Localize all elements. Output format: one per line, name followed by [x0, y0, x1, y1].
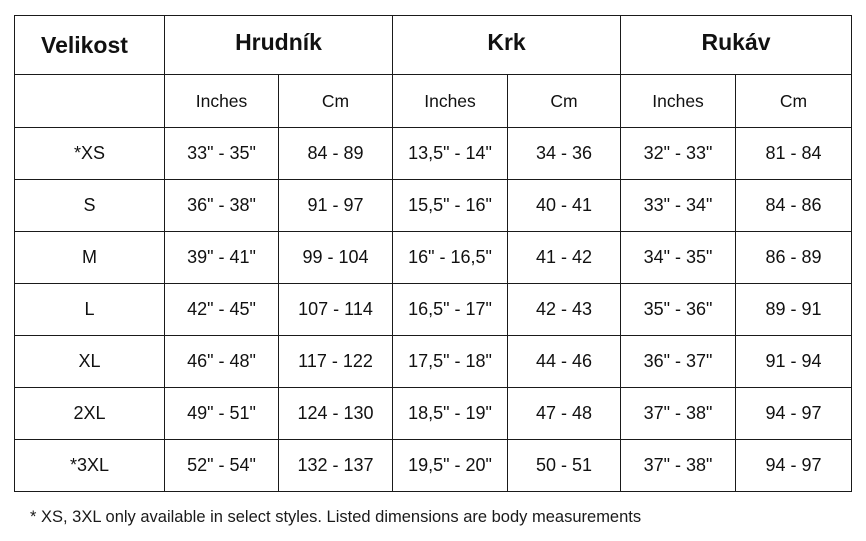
neck-cm-cell: 44 - 46 — [508, 336, 621, 388]
sleeve-inches-cell: 32" - 33" — [621, 128, 736, 180]
unit-header-empty — [15, 75, 165, 128]
chest-inches-cell: 49" - 51" — [165, 388, 279, 440]
table-row — [15, 336, 852, 388]
size-cell: XL — [15, 336, 165, 388]
size-rows — [15, 128, 852, 492]
chest-inches-header: Inches — [165, 75, 279, 128]
group-header-row — [15, 16, 852, 75]
size-chart-table — [14, 15, 852, 492]
sleeve-cm-cell: 91 - 94 — [736, 336, 852, 388]
chest-cm-cell: 99 - 104 — [279, 232, 393, 284]
neck-cm-cell: 34 - 36 — [508, 128, 621, 180]
neck-inches-header: Inches — [393, 75, 508, 128]
table-row — [15, 232, 852, 284]
sleeve-inches-cell: 37" - 38" — [621, 440, 736, 492]
neck-cm-cell: 40 - 41 — [508, 180, 621, 232]
sleeve-cm-cell: 86 - 89 — [736, 232, 852, 284]
size-cell: *XS — [15, 128, 165, 180]
chest-cm-cell: 91 - 97 — [279, 180, 393, 232]
neck-inches-cell: 16,5" - 17" — [393, 284, 508, 336]
neck-inches-cell: 17,5" - 18" — [393, 336, 508, 388]
neck-cm-cell: 50 - 51 — [508, 440, 621, 492]
sleeve-group-header: Rukáv — [621, 16, 852, 75]
chest-cm-cell: 117 - 122 — [279, 336, 393, 388]
neck-cm-header: Cm — [508, 75, 621, 128]
neck-group-header: Krk — [393, 16, 621, 75]
sleeve-cm-cell: 94 - 97 — [736, 440, 852, 492]
table-row — [15, 128, 852, 180]
sleeve-cm-cell: 84 - 86 — [736, 180, 852, 232]
chest-cm-cell: 124 - 130 — [279, 388, 393, 440]
neck-inches-cell: 13,5" - 14" — [393, 128, 508, 180]
sleeve-cm-cell: 94 - 97 — [736, 388, 852, 440]
sleeve-inches-header: Inches — [621, 75, 736, 128]
chest-inches-cell: 39" - 41" — [165, 232, 279, 284]
sleeve-cm-cell: 89 - 91 — [736, 284, 852, 336]
size-cell: L — [15, 284, 165, 336]
size-cell: S — [15, 180, 165, 232]
neck-cm-cell: 41 - 42 — [508, 232, 621, 284]
size-column-header: Velikost — [15, 16, 165, 75]
neck-inches-cell: 16" - 16,5" — [393, 232, 508, 284]
chest-inches-cell: 52" - 54" — [165, 440, 279, 492]
unit-header-row — [15, 75, 852, 128]
chest-inches-cell: 36" - 38" — [165, 180, 279, 232]
neck-inches-cell: 18,5" - 19" — [393, 388, 508, 440]
sleeve-inches-cell: 36" - 37" — [621, 336, 736, 388]
chest-cm-cell: 84 - 89 — [279, 128, 393, 180]
neck-inches-cell: 15,5" - 16" — [393, 180, 508, 232]
chest-cm-cell: 107 - 114 — [279, 284, 393, 336]
size-cell: M — [15, 232, 165, 284]
neck-inches-cell: 19,5" - 20" — [393, 440, 508, 492]
sleeve-cm-header: Cm — [736, 75, 852, 128]
chest-cm-cell: 132 - 137 — [279, 440, 393, 492]
table-row — [15, 180, 852, 232]
chest-inches-cell: 33" - 35" — [165, 128, 279, 180]
chest-cm-header: Cm — [279, 75, 393, 128]
sleeve-cm-cell: 81 - 84 — [736, 128, 852, 180]
chest-inches-cell: 42" - 45" — [165, 284, 279, 336]
footnote: * XS, 3XL only available in select styles. Listed dimensions are body measurements — [30, 508, 642, 526]
table-row — [15, 440, 852, 492]
sleeve-inches-cell: 35" - 36" — [621, 284, 736, 336]
table-row — [15, 284, 852, 336]
size-cell: 2XL — [15, 388, 165, 440]
table-row — [15, 388, 852, 440]
chest-group-header: Hrudník — [165, 16, 393, 75]
neck-cm-cell: 47 - 48 — [508, 388, 621, 440]
chest-inches-cell: 46" - 48" — [165, 336, 279, 388]
neck-cm-cell: 42 - 43 — [508, 284, 621, 336]
size-cell: *3XL — [15, 440, 165, 492]
sleeve-inches-cell: 33" - 34" — [621, 180, 736, 232]
sleeve-inches-cell: 37" - 38" — [621, 388, 736, 440]
sleeve-inches-cell: 34" - 35" — [621, 232, 736, 284]
